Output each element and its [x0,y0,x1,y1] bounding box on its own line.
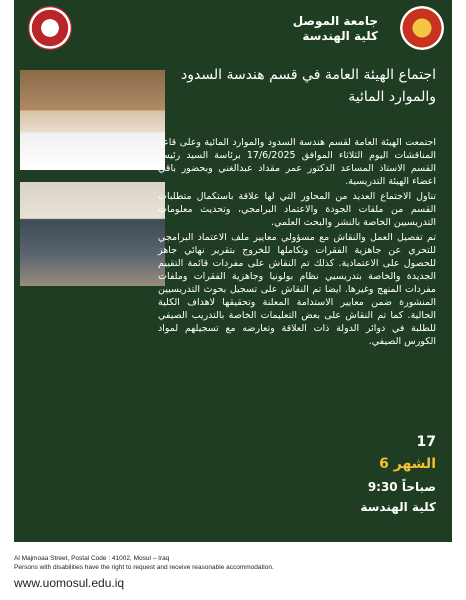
news-paragraph: اجتمعت الهيئة العامة لقسم هندسة السدود والموارد المائية وعلى قاعة المناقشات اليوم الثلاثاء الموافق 17/6/2025 برئاسة السيد رئيس القسم الاستاذ المساعد الدكتور عمر مقداد عبدالغني وبحضور باقي اعضاء الهيئة التدريسية. [158,137,436,187]
event-day: 17 [416,434,436,450]
header [293,14,378,44]
footer-address: Al Majmoaa Street, Postal Code : 41002, Mosul – Iraq [14,555,170,562]
meeting-photo-2 [20,182,165,286]
news-paragraph: تناول الاجتماع العديد من المحاور التي لها علاقة باستكمال متطلبات القسم من ملفات الجودة والاعتماد البرامجي، وتحديث معلومات التدريسيين الخاصة بالنشر والبحث العلمي. [158,191,436,228]
footer-accessibility: Persons with disabilities have the right to request and receive reasonable accommodation. [14,564,274,571]
news-body [158,136,436,350]
university-logo-icon [400,6,444,50]
university-name: جامعة الموصل [292,14,378,28]
meeting-photo-1 [20,70,165,170]
footer [14,554,274,572]
news-title: اجتماع الهيئة العامة في قسم هندسة السدود والموارد المائية [181,67,436,105]
college-logo-icon [28,6,72,50]
website-link[interactable]: www.uomosul.edu.iq [14,576,125,590]
news-panel [14,0,452,542]
event-time: 9:30 صباحاً [367,480,436,494]
event-place: كلية الهندسة [360,500,436,514]
event-month: الشهر 6 [379,456,436,472]
news-paragraph: تم تفصيل العمل والنقاش مع مسؤولي معايير ملف الاعتماد البرامجي للتحري عن جاهزية الفقرات وتكاملها للخروج بتقرير نهائي جاهز للحصول على الاعتمادية. كذلك تم النقاش على مفردات قائمة التقييم الجديدة والخاصة بتدريسيي نظام بولونيا وجاهزية الفقرات وملفات مفردات المنهج وغيرها. ايضا تم النقاش على تسجيل بحوث التدريسيين المنشورة ضمن معايير الاستدامة المعلنة وتحقيقها لاهداف الكلية الحالية. كما تم النقاش على بعض التعليمات الخاصة بالتدريب الصيفي للطلبة في دوائر الدولة ذات العلاقة وتعارضه مع تسجيلهم لمواد الكورس الصيفي. [158,232,436,347]
college-name: كلية الهندسة [302,29,378,43]
